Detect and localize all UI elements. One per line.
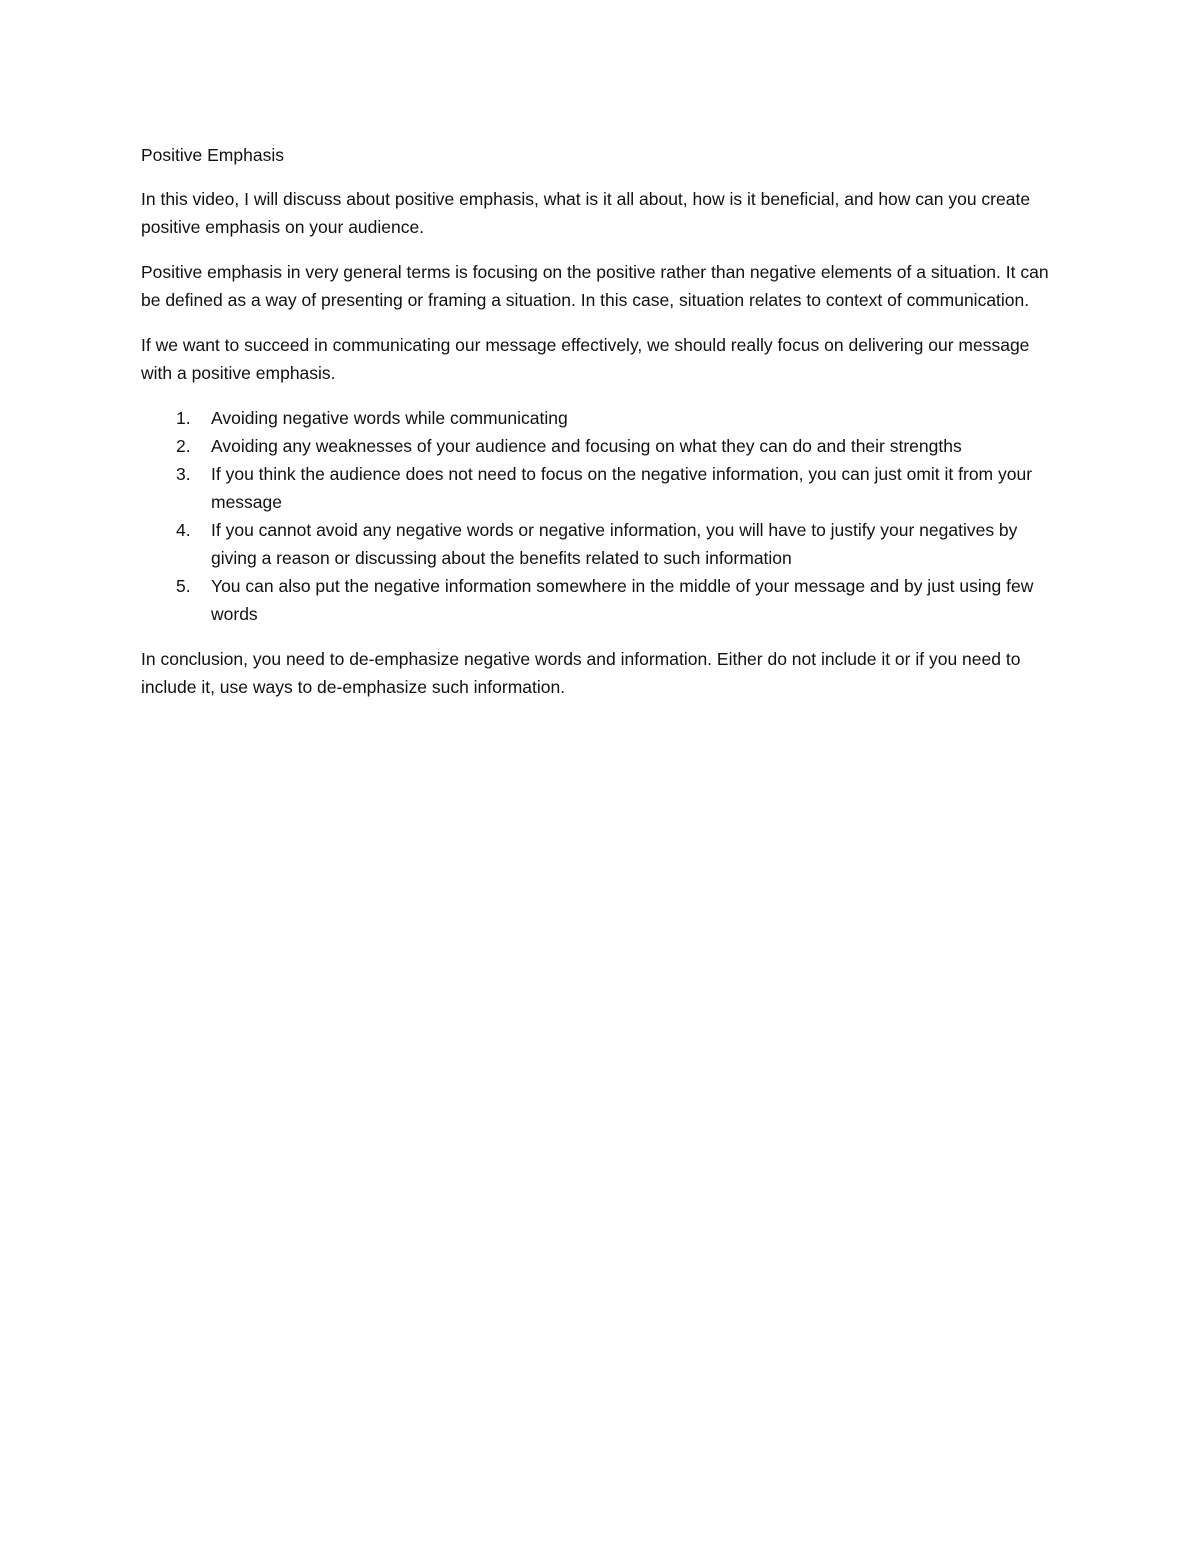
list-item-number: 1. xyxy=(176,408,191,428)
list-item-number: 5. xyxy=(176,576,191,596)
list-item xyxy=(141,460,1061,516)
list-item-number: 4. xyxy=(176,520,191,540)
list-item-text: If you think the audience does not need to focus on the negative information, you can just omit it from your message xyxy=(211,464,1033,512)
list-item-text: If you cannot avoid any negative words or negative information, you will have to justify your negatives by giving a reason or discussing about the benefits related to such information xyxy=(211,520,1018,568)
list-item xyxy=(141,572,1061,628)
list-item-number: 2. xyxy=(176,436,191,456)
tips-list xyxy=(141,404,1061,628)
list-item-text: You can also put the negative information somewhere in the middle of your message and by just using few words xyxy=(211,576,1034,624)
list-item-number: 3. xyxy=(176,464,191,484)
list-item xyxy=(141,404,1061,432)
document-title: Positive Emphasis xyxy=(141,145,284,165)
list-item-text: Avoiding any weaknesses of your audience and focusing on what they can do and their strengths xyxy=(211,436,962,456)
list-item-text: Avoiding negative words while communicating xyxy=(211,408,568,428)
conclusion-paragraph: In conclusion, you need to de-emphasize negative words and information. Either do not include it or if you need to include it, use ways to de-emphasize such information. xyxy=(141,649,1021,697)
list-item xyxy=(141,516,1061,572)
list-item xyxy=(141,432,1061,460)
purpose-paragraph: If we want to succeed in communicating our message effectively, we should really focus on delivering our message with a positive emphasis. xyxy=(141,335,1030,383)
intro-paragraph: In this video, I will discuss about positive emphasis, what is it all about, how is it beneficial, and how can you create positive emphasis on your audience. xyxy=(141,189,1031,237)
definition-paragraph: Positive emphasis in very general terms is focusing on the positive rather than negative elements of a situation. It can be defined as a way of presenting or framing a situation. In this case, situation relates to context of communication. xyxy=(141,262,1049,310)
document-body xyxy=(141,141,1061,718)
